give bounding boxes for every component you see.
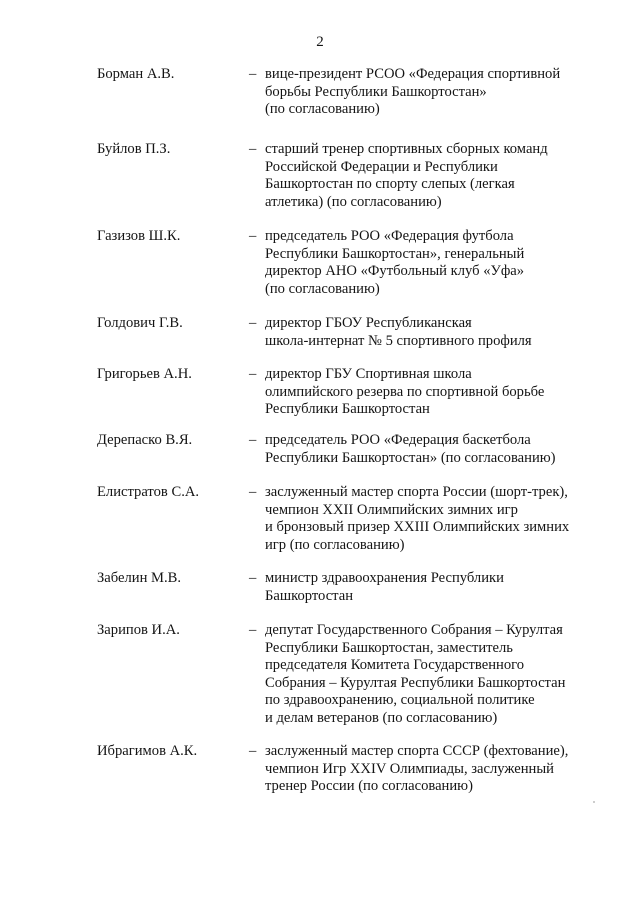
page-number: 2 [316, 34, 324, 50]
description-line: олимпийского резерва по спортивной борьбе [265, 383, 545, 400]
member-name: Зарипов И.А. [97, 622, 180, 638]
description-line: председателя Комитета Государственного [265, 657, 525, 673]
member-description [265, 484, 605, 554]
dash-separator: – [249, 66, 257, 82]
member-description [265, 228, 605, 298]
member-description [265, 66, 605, 119]
description-line: борьбы Республики Башкортостан» [265, 83, 487, 100]
description-line: Республики Башкортостан», генеральный [265, 245, 525, 262]
member-description [265, 366, 605, 419]
description-line: вице-президент РСОО «Федерация спортивной [265, 66, 561, 82]
description-line: тренер России (по согласованию) [265, 778, 473, 794]
member-name: Григорьев А.Н. [97, 366, 192, 382]
description-line: старший тренер спортивных сборных команд [265, 141, 548, 157]
member-description [265, 315, 605, 350]
description-line: заслуженный мастер спорта России (шорт-трек), [265, 484, 568, 500]
description-line: Республики Башкортостан, заместитель [265, 639, 513, 656]
description-line: игр (по согласованию) [265, 536, 405, 553]
description-line: и бронзовый призер XXIII Олимпийских зимних [265, 519, 570, 535]
member-name: Буйлов П.З. [97, 141, 171, 157]
scan-artifact-dot [593, 801, 595, 803]
description-line: Собрания – Курултая Республики Башкортостан [265, 674, 566, 691]
dash-separator: – [249, 228, 257, 244]
dash-separator: – [249, 315, 257, 331]
description-line: Башкортостан [265, 587, 354, 604]
description-line: заслуженный мастер спорта СССР (фехтование), [265, 743, 569, 759]
description-line: Российской Федерации и Республики [265, 158, 498, 175]
description-line: (по согласованию) [265, 280, 380, 297]
description-line: чемпион XXII Олимпийских зимних игр [265, 501, 518, 518]
dash-separator: – [249, 366, 257, 382]
member-name: Дерепаско В.Я. [97, 432, 193, 448]
description-line: директор АНО «Футбольный клуб «Уфа» [265, 263, 525, 279]
description-line: атлетика) (по согласованию) [265, 193, 442, 210]
member-name: Елистратов С.А. [97, 484, 200, 500]
description-line: директор ГБОУ Республиканская [265, 315, 472, 331]
dash-separator: – [249, 743, 257, 759]
member-name: Борман А.В. [97, 66, 175, 82]
description-line: Республики Башкортостан [265, 401, 430, 417]
member-name: Забелин М.В. [97, 570, 182, 586]
member-description [265, 141, 605, 211]
member-description [265, 622, 605, 727]
member-description [265, 743, 605, 796]
description-line: (по согласованию) [265, 101, 380, 117]
description-line: Башкортостан по спорту слепых (легкая [265, 176, 515, 192]
member-description [265, 570, 605, 605]
description-line: депутат Государственного Собрания – Курултая [265, 622, 563, 638]
description-line: директор ГБУ Спортивная школа [265, 366, 472, 382]
description-line: по здравоохранению, социальной политике [265, 692, 535, 708]
dash-separator: – [249, 570, 257, 586]
dash-separator: – [249, 141, 257, 157]
dash-separator: – [249, 484, 257, 500]
member-description [265, 432, 605, 467]
description-line: министр здравоохранения Республики [265, 570, 504, 586]
member-name: Газизов Ш.К. [97, 228, 181, 244]
dash-separator: – [249, 432, 257, 448]
description-line: школа-интернат № 5 спортивного профиля [265, 332, 532, 349]
description-line: чемпион Игр XXIV Олимпиады, заслуженный [265, 760, 554, 777]
member-name: Голдович Г.В. [97, 315, 183, 331]
description-line: председатель РОО «Федерация футбола [265, 228, 514, 244]
dash-separator: – [249, 622, 257, 638]
description-line: председатель РОО «Федерация баскетбола [265, 432, 531, 448]
member-name: Ибрагимов А.К. [97, 743, 198, 759]
description-line: и делам ветеранов (по согласованию) [265, 709, 498, 726]
description-line: Республики Башкортостан» (по согласованию) [265, 449, 556, 466]
